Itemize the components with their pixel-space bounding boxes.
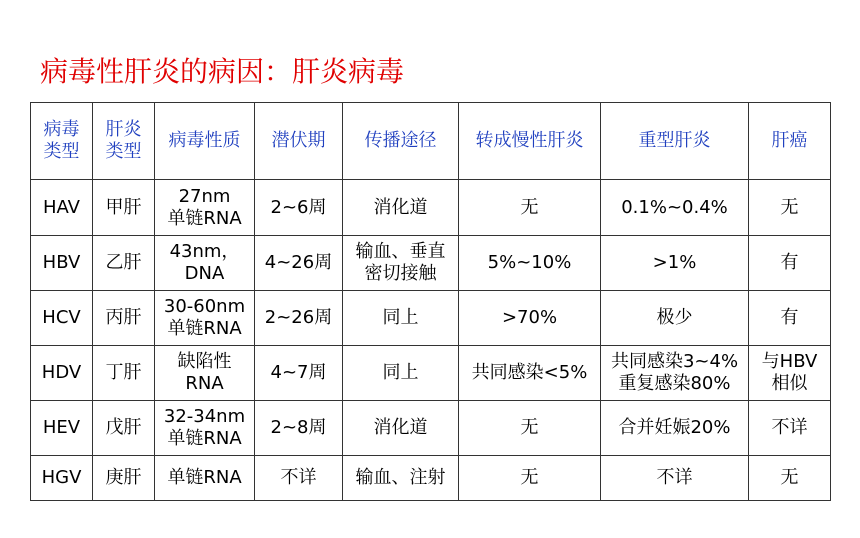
- table-cell: 庚肝: [93, 456, 155, 501]
- table-cell: HCV: [31, 291, 93, 346]
- table-cell: 丁肝: [93, 346, 155, 401]
- table-cell: 32-34nm 单链RNA: [155, 401, 255, 456]
- table-cell: 缺陷性 RNA: [155, 346, 255, 401]
- table-cell: 5%~10%: [459, 236, 601, 291]
- table-cell: 输血、注射: [343, 456, 459, 501]
- table-cell: 乙肝: [93, 236, 155, 291]
- table-cell: HGV: [31, 456, 93, 501]
- header-cell: 转成慢性肝炎: [459, 103, 601, 180]
- table-cell: 有: [749, 236, 831, 291]
- table-row: [31, 236, 831, 291]
- table-cell: 甲肝: [93, 180, 155, 236]
- header-cell: 重型肝炎: [601, 103, 749, 180]
- table-cell: 30-60nm 单链RNA: [155, 291, 255, 346]
- table-cell: 消化道: [343, 401, 459, 456]
- table-cell: 输血、垂直 密切接触: [343, 236, 459, 291]
- table-cell: HDV: [31, 346, 93, 401]
- table-cell: 无: [749, 456, 831, 501]
- table-cell: 单链RNA: [155, 456, 255, 501]
- table-cell: 不详: [749, 401, 831, 456]
- table-cell: >1%: [601, 236, 749, 291]
- table-header-row: [31, 103, 831, 180]
- table-row: [31, 401, 831, 456]
- table-cell: 合并妊娠20%: [601, 401, 749, 456]
- header-cell: 肝炎 类型: [93, 103, 155, 180]
- page-title: 病毒性肝炎的病因：肝炎病毒: [40, 55, 405, 88]
- table-cell: 共同感染3~4% 重复感染80%: [601, 346, 749, 401]
- table-cell: 丙肝: [93, 291, 155, 346]
- table-cell: 4~7周: [255, 346, 343, 401]
- table-cell: 有: [749, 291, 831, 346]
- header-cell: 传播途径: [343, 103, 459, 180]
- table-cell: 43nm， DNA: [155, 236, 255, 291]
- table-cell: 与HBV 相似: [749, 346, 831, 401]
- table-row: [31, 456, 831, 501]
- table-cell: 2~6周: [255, 180, 343, 236]
- hepatitis-virus-table: [30, 102, 831, 501]
- table-row: [31, 291, 831, 346]
- header-cell: 病毒性质: [155, 103, 255, 180]
- header-cell: 肝癌: [749, 103, 831, 180]
- table-cell: 同上: [343, 291, 459, 346]
- table-cell: 4~26周: [255, 236, 343, 291]
- table-cell: HAV: [31, 180, 93, 236]
- header-cell: 病毒 类型: [31, 103, 93, 180]
- table-cell: 消化道: [343, 180, 459, 236]
- table-cell: 极少: [601, 291, 749, 346]
- table-cell: 2~8周: [255, 401, 343, 456]
- table-cell: 无: [459, 401, 601, 456]
- table-cell: 27nm 单链RNA: [155, 180, 255, 236]
- table-cell: 共同感染<5%: [459, 346, 601, 401]
- table-cell: 0.1%~0.4%: [601, 180, 749, 236]
- table-cell: >70%: [459, 291, 601, 346]
- table-cell: HBV: [31, 236, 93, 291]
- table-cell: 2~26周: [255, 291, 343, 346]
- table-cell: 不详: [601, 456, 749, 501]
- table-cell: 无: [749, 180, 831, 236]
- table-cell: HEV: [31, 401, 93, 456]
- table-cell: 无: [459, 456, 601, 501]
- header-cell: 潜伏期: [255, 103, 343, 180]
- table-cell: 戊肝: [93, 401, 155, 456]
- table-cell: 不详: [255, 456, 343, 501]
- table-cell: 同上: [343, 346, 459, 401]
- table-row: [31, 180, 831, 236]
- table-row: [31, 346, 831, 401]
- table-cell: 无: [459, 180, 601, 236]
